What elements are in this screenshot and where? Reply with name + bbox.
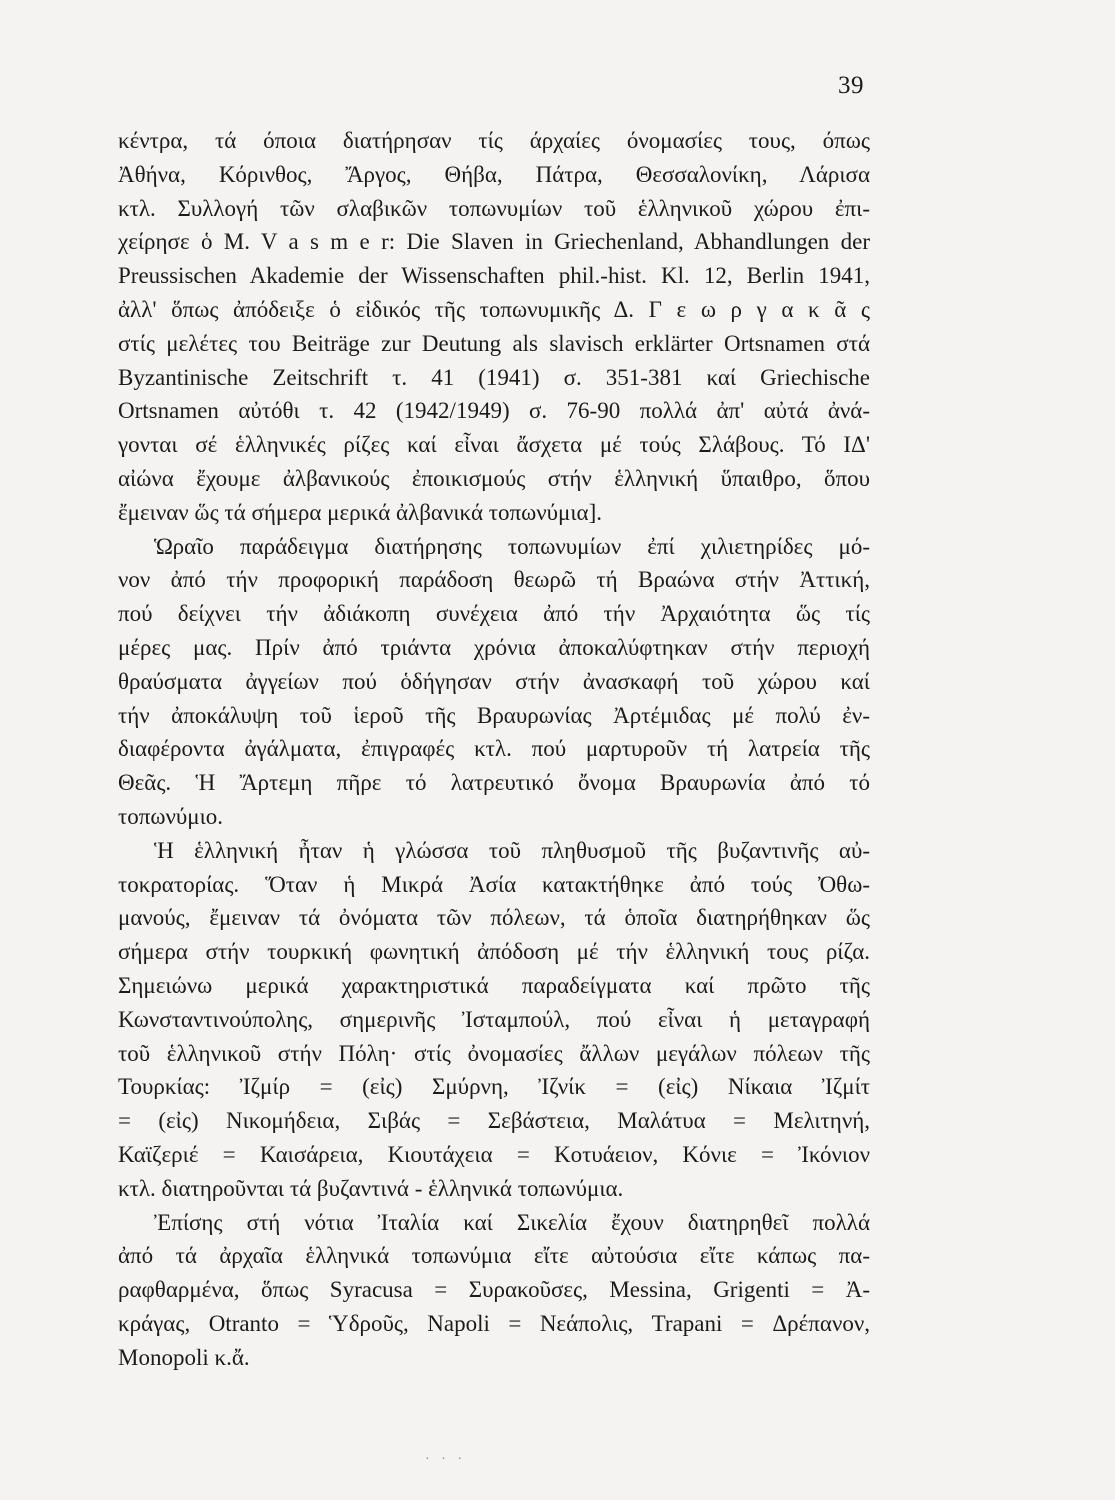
- text-line: Ἀθήνα, Κόρινθος, Ἄργος, Θήβα, Πάτρα, Θεσσαλονίκη, Λάρισα: [118, 161, 870, 187]
- text-line: Ἡ ἑλληνική ἦταν ἡ γλώσσα τοῦ πληθυσμοῦ τῆς βυζαντινῆς αὐ-: [154, 837, 870, 863]
- text-line: μέρες μας. Πρίν ἀπό τριάντα χρόνια ἀποκαλύφτηκαν στήν περιοχή: [118, 634, 870, 660]
- text-line: κτλ. διατηροῦνται τά βυζαντινά - ἑλληνικά τοπωνύμια.: [118, 1175, 624, 1201]
- body-text: [118, 124, 870, 1374]
- text-line: τοκρατορίας. Ὅταν ἡ Μικρά Ἀσία κατακτήθηκε ἀπό τούς Ὀθω-: [118, 871, 870, 897]
- text-line: σήμερα στήν τουρκική φωνητική ἀπόδοση μέ τήν ἑλληνική τους ρίζα.: [118, 939, 870, 965]
- text-line: Κωνσταντινούπολης, σημερινῆς Ἰσταμπούλ, πού εἶναι ἡ μεταγραφή: [118, 1006, 870, 1032]
- text-line: ἔμειναν ὥς τά σήμερα μερικά ἀλβανικά τοπωνύμια].: [118, 499, 602, 525]
- page-number: 39: [838, 72, 864, 99]
- text-line: τοπωνύμιο.: [118, 803, 224, 829]
- text-line: στίς μελέτες του Beiträge zur Deutung als slavisch erklärter Ortsnamen στά: [118, 330, 870, 356]
- text-line: ἀλλ' ὅπως ἀπόδειξε ὁ εἰδικός τῆς τοπωνυμικῆς Δ. Γ ε ω ρ γ α κ ᾶ ς: [118, 296, 870, 322]
- text-line: νον ἀπό τήν προφορική παράδοση θεωρῶ τή Βραώνα στήν Ἀττική,: [118, 567, 870, 593]
- text-line: γονται σέ ἑλληνικές ρίζες καί εἶναι ἄσχετα μέ τούς Σλάβους. Τό ΙΔ': [118, 432, 870, 458]
- text-line: ραφθαρμένα, ὅπως Syracusa = Συρακοῦσες, Messina, Grigenti = Ἀ-: [118, 1277, 870, 1303]
- text-line: χείρησε ὁ M. V a s m e r: Die Slaven in Griechenland, Abhandlungen der: [118, 229, 870, 255]
- text-line: Ὡραῖο παράδειγμα διατήρησης τοπωνυμίων ἐπί χιλιετηρίδες μό-: [154, 533, 870, 559]
- text-line: κέντρα, τά όποια διατήρησαν τίς άρχαίες όνομασίες τους, όπως: [118, 128, 870, 153]
- text-line: τοῦ ἑλληνικοῦ στήν Πόλη· στίς ὀνομασίες ἄλλων μεγάλων πόλεων τῆς: [118, 1040, 870, 1066]
- text-line: Σημειώνω μερικά χαρακτηριστικά παραδείγματα καί πρῶτο τῆς: [118, 972, 870, 998]
- text-line: Monopoli κ.ἄ.: [118, 1344, 250, 1370]
- text-line: διαφέροντα ἀγάλματα, ἐπιγραφές κτλ. πού μαρτυροῦν τή λατρεία τῆς: [118, 736, 870, 762]
- text-line: = (εἰς) Νικομήδεια, Σιβάς = Σεβάστεια, Μαλάτυα = Μελιτηνή,: [118, 1108, 870, 1134]
- text-line: τήν ἀποκάλυψη τοῦ ἱεροῦ τῆς Βραυρωνίας Ἀρτέμιδας μέ πολύ ἐν-: [118, 702, 870, 728]
- text-line: Τουρκίας: Ἰζμίρ = (εἰς) Σμύρνη, Ἰζνίκ = (εἰς) Νίκαια Ἰζμίτ: [118, 1074, 870, 1100]
- text-line: μανούς, ἔμειναν τά ὀνόματα τῶν πόλεων, τά ὁποῖα διατηρήθηκαν ὥς: [118, 905, 870, 931]
- text-line: Θεᾶς. Ἡ Ἄρτεμη πῆρε τό λατρευτικό ὄνομα Βραυρωνία ἀπό τό: [118, 770, 870, 796]
- text-line: πού δείχνει τήν ἀδιάκοπη συνέχεια ἀπό τήν Ἀρχαιότητα ὥς τίς: [118, 601, 870, 627]
- text-line: Byzantinische Zeitschrift τ. 41 (1941) σ. 351-381 καί Griechische: [118, 364, 870, 390]
- text-line: αἰώνα ἔχουμε ἀλβανικούς ἐποικισμούς στήν ἑλληνική ὕπαιθρο, ὅπου: [118, 465, 870, 491]
- text-line: Ortsnamen αὐτόθι τ. 42 (1942/1949) σ. 76-90 πολλά ἀπ' αὐτά ἀνά-: [118, 398, 870, 424]
- text-line: Preussischen Akademie der Wissenschaften phil.-hist. Kl. 12, Berlin 1941,: [118, 263, 870, 289]
- text-line: Ἐπίσης στή νότια Ἰταλία καί Σικελία ἔχουν διατηρηθεῖ πολλά: [154, 1209, 870, 1235]
- text-line: κράγας, Otranto = Ὑδροῦς, Napoli = Νεάπολις, Trapani = Δρέπανον,: [118, 1310, 870, 1336]
- text-line: θραύσματα ἀγγείων πού ὁδήγησαν στήν ἀνασκαφή τοῦ χώρου καί: [118, 668, 870, 694]
- text-line: ἀπό τά ἀρχαῖα ἑλληνικά τοπωνύμια εἴτε αὐτούσια εἴτε κάπως πα-: [118, 1243, 870, 1269]
- scan-specks: · · ·: [425, 1452, 466, 1467]
- text-line: Καϊζεριέ = Καισάρεια, Κιουτάχεια = Κοτυάειον, Κόνιε = Ἰκόνιον: [118, 1141, 870, 1167]
- text-line: κτλ. Συλλογή τῶν σλαβικῶν τοπωνυμίων τοῦ ἑλληνικοῦ χώρου ἐπι-: [118, 195, 870, 221]
